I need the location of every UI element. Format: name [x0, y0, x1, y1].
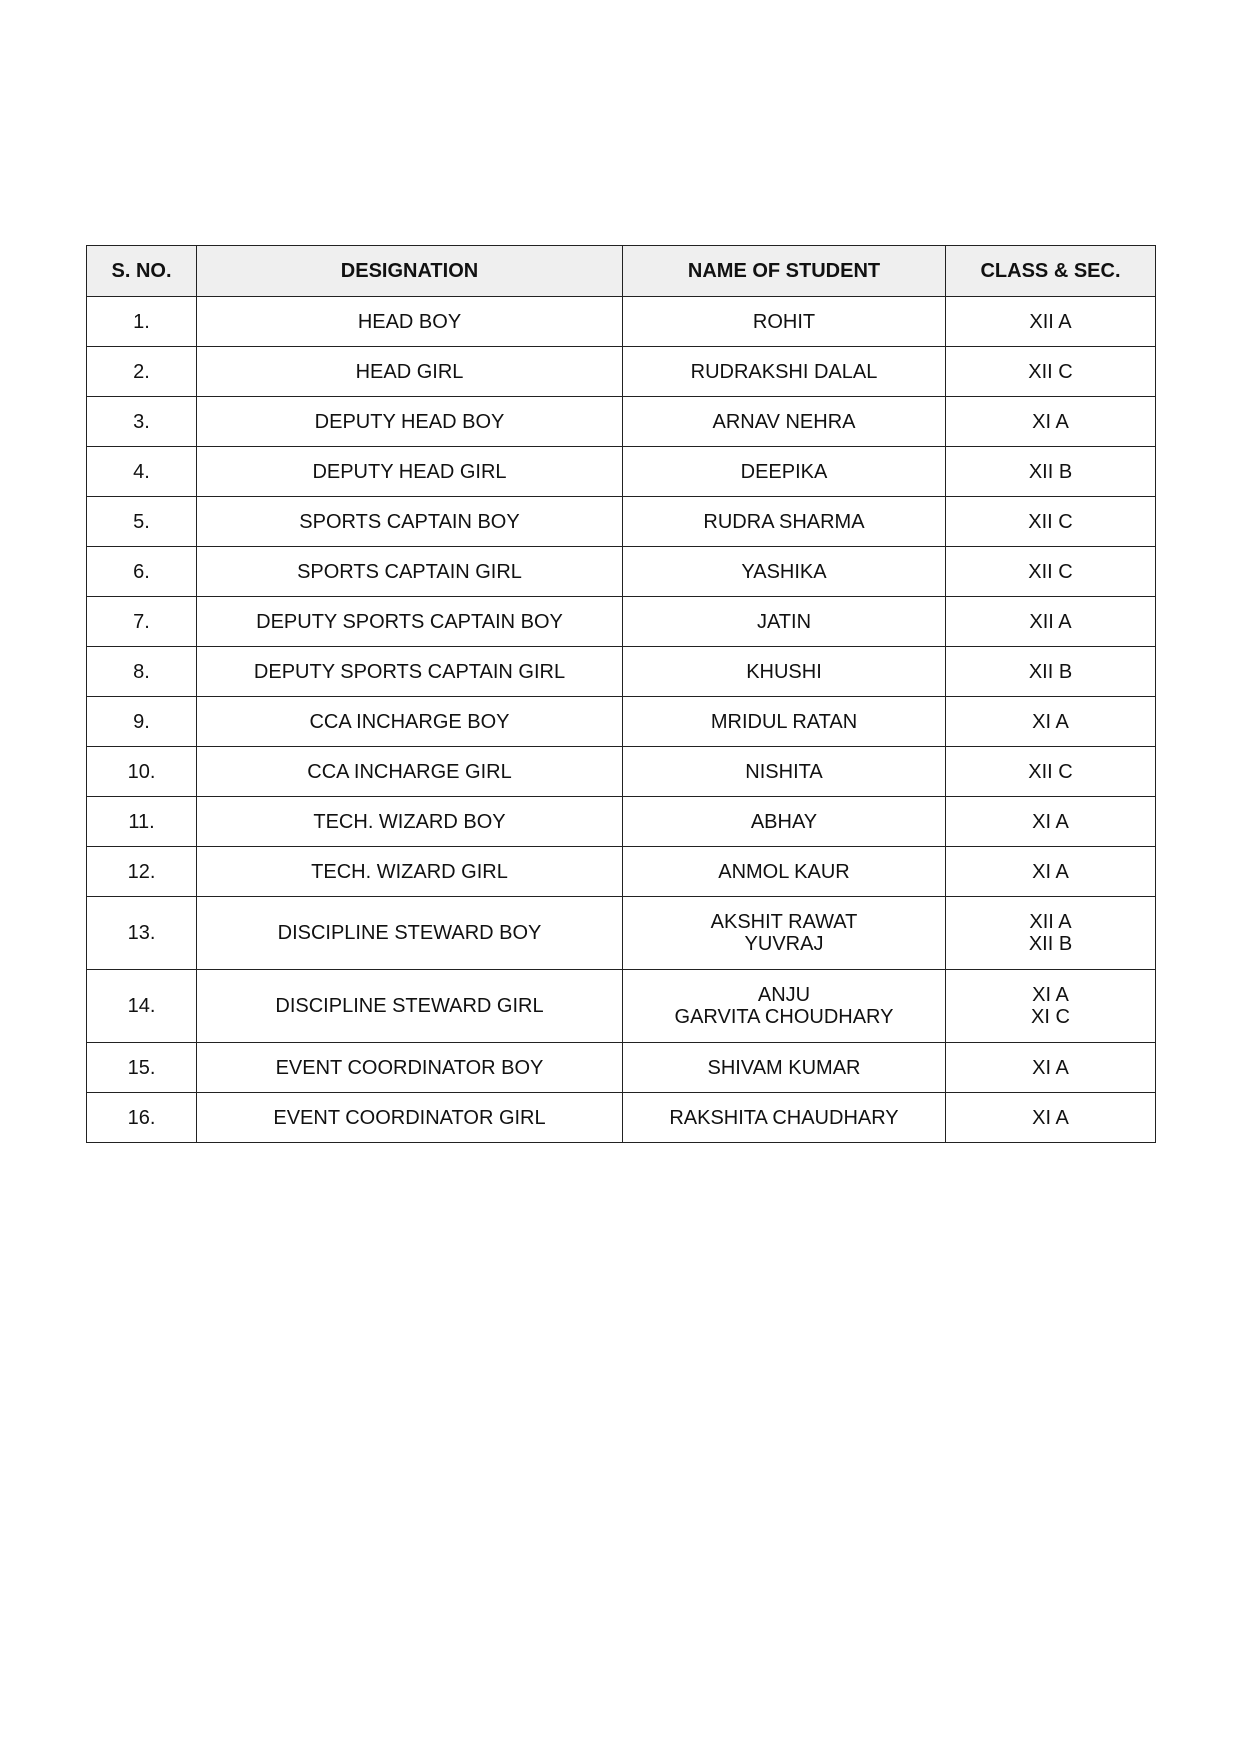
table-row: [87, 347, 1156, 397]
class-section-cell: [946, 847, 1156, 897]
serial-number-cell: 6.: [87, 547, 197, 597]
class-section: XI A: [1032, 984, 1069, 1006]
class-section: XII C: [1028, 760, 1073, 783]
serial-number-cell: 8.: [87, 647, 197, 697]
student-name-cell: [623, 697, 946, 747]
class-section: XII A: [1029, 911, 1072, 933]
table-row: [87, 970, 1156, 1043]
student-name-cell: [623, 347, 946, 397]
class-section: XII C: [1028, 510, 1073, 533]
serial-number-cell: 16.: [87, 1093, 197, 1143]
serial-number-cell: 5.: [87, 497, 197, 547]
student-name: GARVITA CHOUDHARY: [674, 1006, 894, 1028]
serial-number-cell: 2.: [87, 347, 197, 397]
class-section-cell: [946, 747, 1156, 797]
student-name-cell: [623, 747, 946, 797]
serial-number-cell: 11.: [87, 797, 197, 847]
student-name: NISHITA: [745, 760, 823, 783]
table-row: [87, 297, 1156, 347]
class-section: XII C: [1028, 360, 1073, 383]
header-student-name: NAME OF STUDENT: [623, 246, 946, 297]
table-row: [87, 697, 1156, 747]
student-name: ARNAV NEHRA: [712, 410, 856, 433]
student-name: YASHIKA: [741, 560, 827, 583]
student-name: RUDRAKSHI DALAL: [690, 360, 878, 383]
designation-cell: EVENT COORDINATOR GIRL: [197, 1093, 623, 1143]
student-name: ANJU: [757, 984, 811, 1006]
student-name: AKSHIT RAWAT: [710, 911, 858, 933]
designation-cell: SPORTS CAPTAIN GIRL: [197, 547, 623, 597]
table-row: [87, 647, 1156, 697]
student-name-cell: [623, 647, 946, 697]
class-section: XII C: [1028, 560, 1073, 583]
designation-cell: DEPUTY SPORTS CAPTAIN BOY: [197, 597, 623, 647]
class-section-cell: [946, 497, 1156, 547]
class-section: XII A: [1029, 310, 1072, 333]
header-class-section: CLASS & SEC.: [946, 246, 1156, 297]
class-section-cell: [946, 597, 1156, 647]
student-name: RAKSHITA CHAUDHARY: [669, 1106, 899, 1129]
designation-cell: DISCIPLINE STEWARD BOY: [197, 897, 623, 970]
serial-number-cell: 13.: [87, 897, 197, 970]
student-name: ANMOL KAUR: [718, 860, 850, 883]
class-section: XII B: [1028, 660, 1073, 683]
designation-cell: CCA INCHARGE BOY: [197, 697, 623, 747]
class-section-cell: [946, 647, 1156, 697]
student-name: YUVRAJ: [744, 933, 824, 955]
designation-cell: HEAD BOY: [197, 297, 623, 347]
designation-cell: TECH. WIZARD GIRL: [197, 847, 623, 897]
designation-cell: DISCIPLINE STEWARD GIRL: [197, 970, 623, 1043]
table-header-row: [87, 246, 1156, 297]
student-name-cell: [623, 797, 946, 847]
student-name-cell: [623, 1093, 946, 1143]
serial-number-cell: 3.: [87, 397, 197, 447]
designation-cell: DEPUTY HEAD BOY: [197, 397, 623, 447]
class-section-cell: [946, 897, 1156, 970]
class-section-cell: [946, 547, 1156, 597]
table-row: [87, 797, 1156, 847]
student-name-cell: [623, 547, 946, 597]
table-row: [87, 497, 1156, 547]
designation-cell: TECH. WIZARD BOY: [197, 797, 623, 847]
class-section-cell: [946, 447, 1156, 497]
student-name-cell: [623, 1043, 946, 1093]
class-section-cell: [946, 1093, 1156, 1143]
table-row: [87, 897, 1156, 970]
class-section-cell: [946, 797, 1156, 847]
serial-number-cell: 9.: [87, 697, 197, 747]
class-section: XI A: [1032, 860, 1069, 883]
designation-cell: DEPUTY SPORTS CAPTAIN GIRL: [197, 647, 623, 697]
class-section-cell: [946, 697, 1156, 747]
student-name: DEEPIKA: [740, 460, 828, 483]
class-section: XI C: [1031, 1006, 1070, 1028]
class-section: XI A: [1032, 810, 1069, 833]
serial-number-cell: 7.: [87, 597, 197, 647]
student-name: SHIVAM KUMAR: [707, 1056, 861, 1079]
student-name-cell: [623, 897, 946, 970]
serial-number-cell: 15.: [87, 1043, 197, 1093]
table-body: [87, 297, 1156, 1143]
student-name: ABHAY: [750, 810, 818, 833]
student-name: KHUSHI: [746, 660, 822, 683]
designation-cell: CCA INCHARGE GIRL: [197, 747, 623, 797]
serial-number-cell: 12.: [87, 847, 197, 897]
designation-cell: HEAD GIRL: [197, 347, 623, 397]
student-name-cell: [623, 597, 946, 647]
class-section: XII B: [1028, 460, 1073, 483]
student-name-cell: [623, 447, 946, 497]
student-name-cell: [623, 970, 946, 1043]
designation-cell: SPORTS CAPTAIN BOY: [197, 497, 623, 547]
serial-number-cell: 1.: [87, 297, 197, 347]
class-section-cell: [946, 970, 1156, 1043]
student-name: MRIDUL RATAN: [710, 710, 858, 733]
class-section-cell: [946, 347, 1156, 397]
header-serial-number: S. NO.: [87, 246, 197, 297]
designation-cell: DEPUTY HEAD GIRL: [197, 447, 623, 497]
student-name-cell: [623, 397, 946, 447]
serial-number-cell: 10.: [87, 747, 197, 797]
student-name: JATIN: [756, 610, 812, 633]
student-name-cell: [623, 297, 946, 347]
student-council-table: [86, 245, 1156, 1143]
table-row: [87, 1043, 1156, 1093]
student-name-cell: [623, 497, 946, 547]
serial-number-cell: 4.: [87, 447, 197, 497]
document-page: [86, 245, 1155, 1143]
table-row: [87, 1093, 1156, 1143]
designation-cell: EVENT COORDINATOR BOY: [197, 1043, 623, 1093]
student-name: ROHIT: [752, 310, 816, 333]
class-section-cell: [946, 397, 1156, 447]
table-row: [87, 597, 1156, 647]
table-row: [87, 397, 1156, 447]
class-section: XI A: [1032, 1106, 1069, 1129]
table-row: [87, 847, 1156, 897]
table-row: [87, 447, 1156, 497]
serial-number-cell: 14.: [87, 970, 197, 1043]
class-section-cell: [946, 297, 1156, 347]
table-row: [87, 547, 1156, 597]
student-name: RUDRA SHARMA: [703, 510, 865, 533]
table-row: [87, 747, 1156, 797]
student-name-cell: [623, 847, 946, 897]
header-designation: DESIGNATION: [197, 246, 623, 297]
class-section: XI A: [1032, 410, 1069, 433]
class-section: XII B: [1028, 933, 1073, 955]
class-section: XI A: [1032, 1056, 1069, 1079]
class-section-cell: [946, 1043, 1156, 1093]
class-section: XII A: [1029, 610, 1072, 633]
class-section: XI A: [1032, 710, 1069, 733]
